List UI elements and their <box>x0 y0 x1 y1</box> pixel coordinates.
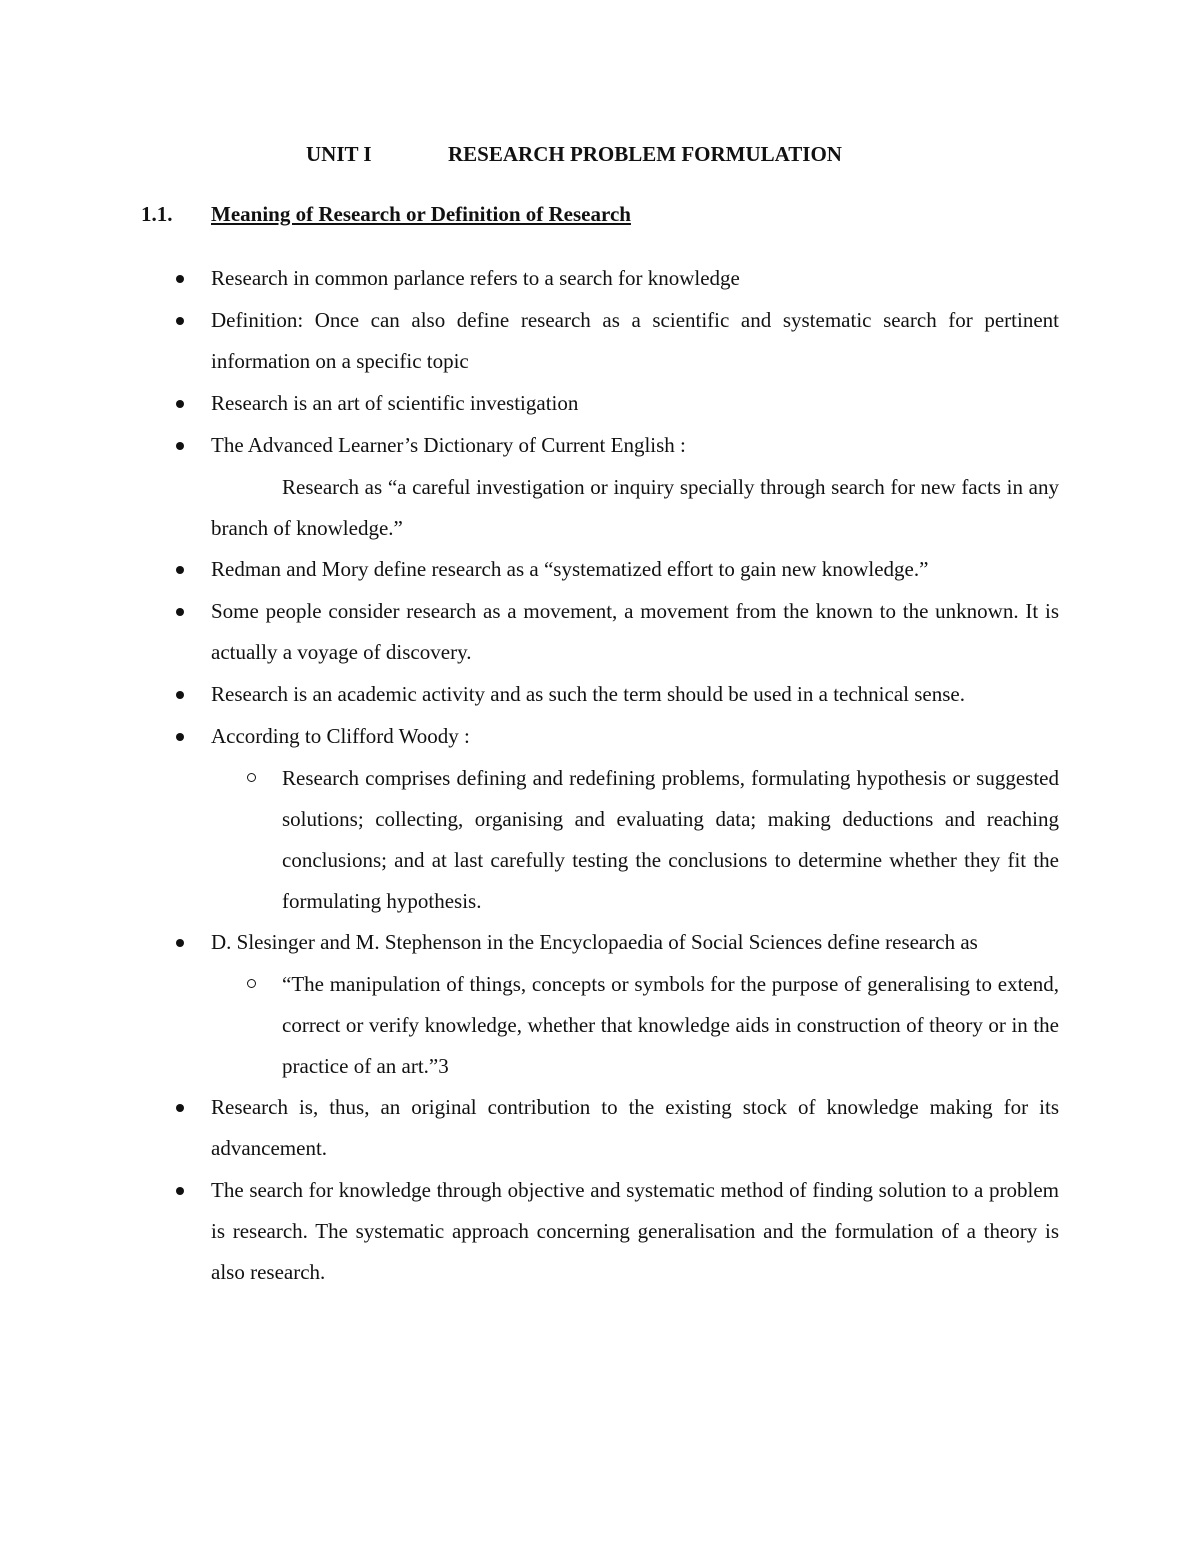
section-number: 1.1. <box>141 202 173 226</box>
section-heading <box>141 202 631 227</box>
section-title: Meaning of Research or Definition of Research <box>211 202 631 226</box>
list-item: Research is an art of scientific investigation <box>211 383 1059 424</box>
list-item: D. Slesinger and M. Stephenson in the Encyclopaedia of Social Sciences define research as <box>211 922 1059 963</box>
list-item: Research is an academic activity and as such the term should be used in a technical sense. <box>211 674 1059 715</box>
list-item: According to Clifford Woody : <box>211 716 1059 757</box>
list-item: Definition: Once can also define research as a scientific and systematic search for pertinent information on a specific topic <box>211 300 1059 382</box>
list-item: Some people consider research as a movement, a movement from the known to the unknown. It is actually a voyage of discovery. <box>211 591 1059 673</box>
bullet-list <box>211 258 1059 1294</box>
dictionary-quote: Research as “a careful investigation or inquiry specially through search for new facts in any branch of knowledge.” <box>211 475 1059 540</box>
unit-label: UNIT I <box>306 142 372 166</box>
unit-title-text: RESEARCH PROBLEM FORMULATION <box>448 142 842 166</box>
unit-title <box>306 142 842 167</box>
woody-sub-list <box>282 758 1059 922</box>
list-item: Research in common parlance refers to a search for knowledge <box>211 258 1059 299</box>
sub-list-item: Research comprises defining and redefining problems, formulating hypothesis or suggested solutions; collecting, organising and evaluating data; making deductions and reaching conclusions; and at last carefully testing the conclusions to determine whether they fit the formulating hypothesis. <box>282 758 1059 922</box>
list-item: The search for knowledge through objective and systematic method of finding solution to a problem is research. The systematic approach concerning generalisation and the formulation of a theory is also research. <box>211 1170 1059 1293</box>
slesinger-sub-list <box>282 964 1059 1087</box>
sub-list-item: “The manipulation of things, concepts or symbols for the purpose of generalising to extend, correct or verify knowledge, whether that knowledge aids in construction of theory or in the practice of an art.”3 <box>282 964 1059 1087</box>
list-item: Research is, thus, an original contribution to the existing stock of knowledge making for its advancement. <box>211 1087 1059 1169</box>
list-item: The Advanced Learner’s Dictionary of Current English : <box>211 425 1059 466</box>
list-item: Redman and Mory define research as a “systematized effort to gain new knowledge.” <box>211 549 1059 590</box>
